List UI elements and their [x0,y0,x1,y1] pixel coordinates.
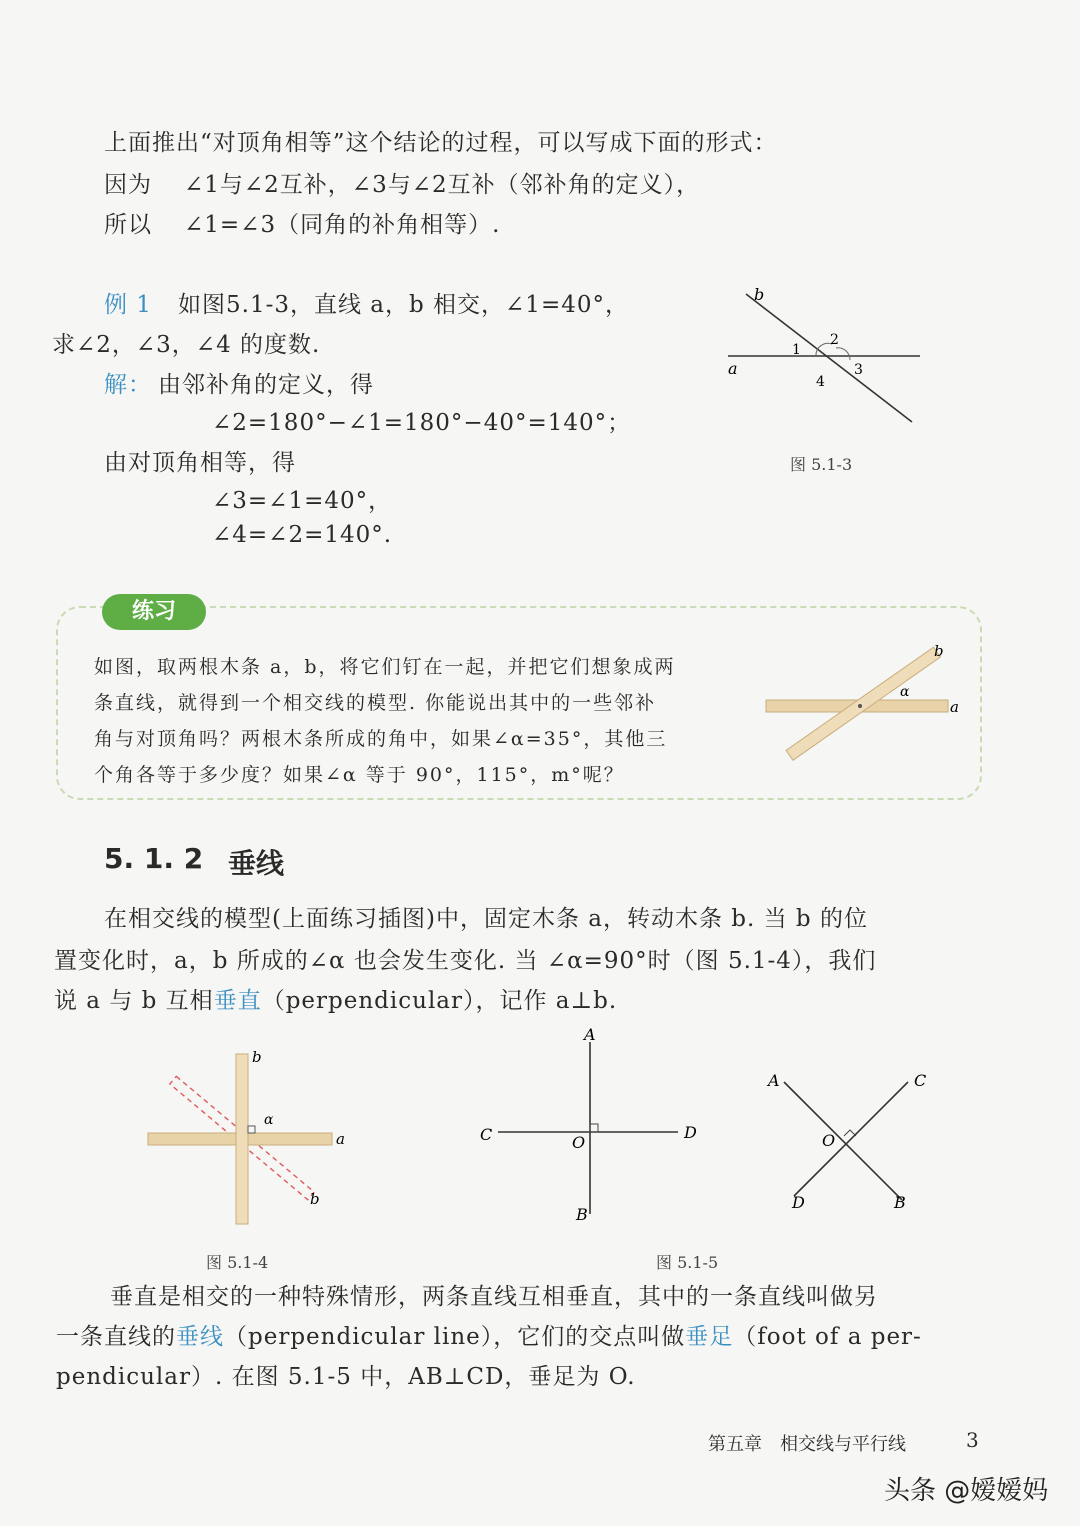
fig513-label-4: 4 [816,374,825,390]
example-line-1: 如图5.1-3，直线 a，b 相交，∠1=40°， [178,292,629,318]
equation-1: ∠2=180°−∠1=180°−40°=140°； [212,410,632,436]
exercise-line-2: 条直线，就得到一个相交线的模型. 你能说出其中的一些邻补 [94,692,657,714]
intro-line-3-body: ∠1=∠3（同角的补角相等）. [184,212,501,238]
exercise-fig-label-a: a [950,698,959,716]
para3-part-b: （perpendicular），记作 a⊥b. [261,988,618,1014]
exercise-figure-wood-strips [760,640,970,770]
para2-line-2 [56,1318,922,1351]
solution-line-1: 由邻补角的定义，得 [158,372,374,398]
fig515-label-A: A [584,1025,596,1044]
section-title: 垂线 [228,847,285,880]
page-number: 3 [966,1428,979,1452]
watermark: 头条 @嫒嫒妈 [884,1476,1049,1506]
section-number: 5. 1. 2 [104,842,204,875]
fig515-label-D: D [684,1123,697,1142]
section-para-line-2: 置变化时，a，b 所成的∠α 也会发生变化. 当 ∠α=90°时（图 5.1-4），我们 [54,948,877,974]
fig515-label-C: C [480,1125,493,1144]
fig3-label-A: A [768,1071,780,1090]
fig515-label-B: B [576,1205,588,1224]
section-para-line-3 [54,982,617,1015]
fig514-label-alpha: α [264,1112,274,1128]
section-para-line-1: 在相交线的模型(上面练习插图)中，固定木条 a，转动木条 b. 当 b 的位 [104,906,868,932]
para2-part-c: （foot of a per- [733,1324,922,1350]
exercise-line-4: 个角各等于多少度？如果∠α 等于 90°，115°，m°呢？ [94,764,625,786]
para2-part-b: （perpendicular line），它们的交点叫做 [224,1324,686,1350]
solution-label: 解： [104,372,152,398]
example-label: 例 1 [104,292,152,318]
figure-5-1-4 [140,1044,360,1234]
fig3-label-O: O [822,1131,836,1150]
intro-line-2-prefix: 因为 [104,172,152,198]
term-foot-of-perpendicular: 垂足 [685,1324,734,1350]
fig513-label-b: b [754,285,765,304]
equation-2: ∠3=∠1=40°， [212,488,393,514]
fig3-label-C: C [914,1071,927,1090]
caption-fig-5-1-4: 图 5.1-4 [206,1253,269,1272]
exercise-line-1: 如图，取两根木条 a，b，将它们钉在一起，并把它们想象成两 [94,656,676,678]
footer-chapter: 第五章 相交线与平行线 [708,1434,906,1455]
fig513-label-2: 2 [830,332,839,348]
fig514-label-a: a [336,1130,345,1148]
caption-fig-5-1-3: 图 5.1-3 [790,455,853,474]
para2-line-3: pendicular）. 在图 5.1-5 中，AB⊥CD，垂足为 O. [56,1364,636,1390]
equation-3: ∠4=∠2=140°. [212,522,393,548]
term-perpendicular-line: 垂线 [176,1324,224,1350]
fig514-label-b-bottom: b [310,1190,320,1208]
fig513-label-1: 1 [792,342,801,358]
exercise-fig-label-alpha: α [900,684,910,700]
fig3-label-D: D [792,1193,805,1212]
para2-line-1: 垂直是相交的一种特殊情形，两条直线互相垂直，其中的一条直线叫做另 [110,1284,878,1310]
exercise-badge: 练习 [102,594,206,630]
exercise-line-3: 角与对顶角吗？两根木条所成的角中，如果∠α=35°，其他三 [94,728,668,750]
exercise-fig-label-b: b [934,642,944,660]
caption-fig-5-1-5: 图 5.1-5 [656,1253,719,1272]
figure-5-1-5 [470,1024,710,1224]
intro-line-2-body: ∠1与∠2互补，∠3与∠2互补（邻补角的定义）， [184,172,701,198]
vertical-angles-line: 由对顶角相等，得 [104,450,296,476]
fig515-label-O: O [572,1133,586,1152]
para3-part-a: 说 a 与 b 互相 [54,988,214,1014]
figure-rotated-perpendicular [760,1066,940,1216]
fig514-label-b-top: b [252,1048,262,1066]
fig513-label-a: a [728,359,738,378]
intro-line-3-prefix: 所以 [104,212,152,238]
figure-5-1-3 [720,280,940,440]
fig3-label-B: B [894,1193,906,1212]
para2-part-a: 一条直线的 [56,1324,176,1350]
example-line-2: 求∠2，∠3，∠4 的度数. [52,332,321,358]
intro-line-1: 上面推出“对顶角相等”这个结论的过程，可以写成下面的形式： [104,130,778,156]
fig513-label-3: 3 [854,362,863,378]
term-perpendicular: 垂直 [213,988,262,1014]
